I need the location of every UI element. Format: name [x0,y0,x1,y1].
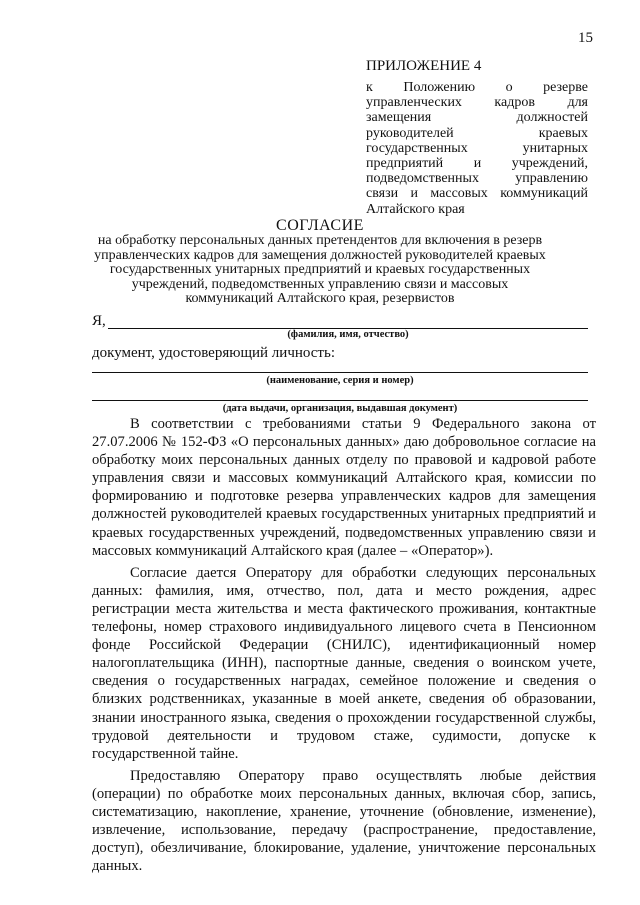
paragraph-3: Предоставляю Оператору право осуществлять любые действия (операции) по обработке моих персональных данных, включая сбор, запись, систематизацию, накопление, хранение, уточнение (обновление, изменение), извлечение, использование, передачу (распространение, предоставление, доступ), обезличивание, блокирование, удаление, уничтожение персональных данных. [92,767,596,875]
page-number: 15 [578,30,593,46]
paragraph-2: Согласие дается Оператору для обработки следующих персональных данных: фамилия, имя, отчество, пол, дата и место рождения, адрес регистрации места жительства и места фактического проживания, контактные телефоны, номер страхового индивидуального лицевого счета в Пенсионном фонде Российской Федерации (СНИЛС), идентификационный номер налогоплательщика (ИНН), паспортные данные, сведения о воинском учете, сведения о государственных наградах, семейное положение и сведения о близких родственниках, указанные в моей анкете, сведения об образовании, знании иностранного языка, сведения о прохождении государственной службы, трудовой деятельности и трудовом стаже, судимости, допуске к государственной тайне. [92,564,596,762]
paragraph-1: В соответствии с требованиями статьи 9 Федерального закона от 27.07.2006 № 152-ФЗ «О персональных данных» даю добровольное согласие на обработку моих персональных данных отделу по правовой и кадровой работе управления связи и массовых коммуникаций Алтайского края, комиссии по формированию и подготовке резерва управленческих кадров для замещения должностей руководителей краевых государственных унитарных предприятий и краевых государственных учреждений, подведомственных управлению связи и массовых коммуникаций Алтайского края (далее – «Оператор»). [92,416,596,559]
document-title: СОГЛАСИЕ [276,217,364,234]
document-label: документ, удостоверяющий личность: [92,345,335,361]
issue-fill-line [92,400,588,401]
appendix-text: к Положению о резерве управленческих кадров для замещения должностей руководителей краевых государственных унитарных предприятий и учреждений, подведомственных управлению связи и массовых коммуникаций Алтайского края [366,80,588,217]
document-fill-line [92,372,588,373]
issue-caption: (дата выдачи, организация, выдавшая документ) [222,403,458,414]
name-caption: (фамилия, имя, отчество) [287,329,409,340]
appendix-title: ПРИЛОЖЕНИЕ 4 [366,58,482,74]
i-label: Я, [92,313,106,329]
document-subtitle: на обработку персональных данных претендентов для включения в резерв управленческих кадров для замещения должностей руководителей краевых государственных унитарных предприятий и краевых государственных учреждений, подведомственных управлению связи и массовых коммуникаций Алтайского края, резервистов [94,233,546,307]
appendix-block [366,58,588,217]
document-caption: (наименование, серия и номер) [266,375,414,386]
body-text [92,415,596,879]
